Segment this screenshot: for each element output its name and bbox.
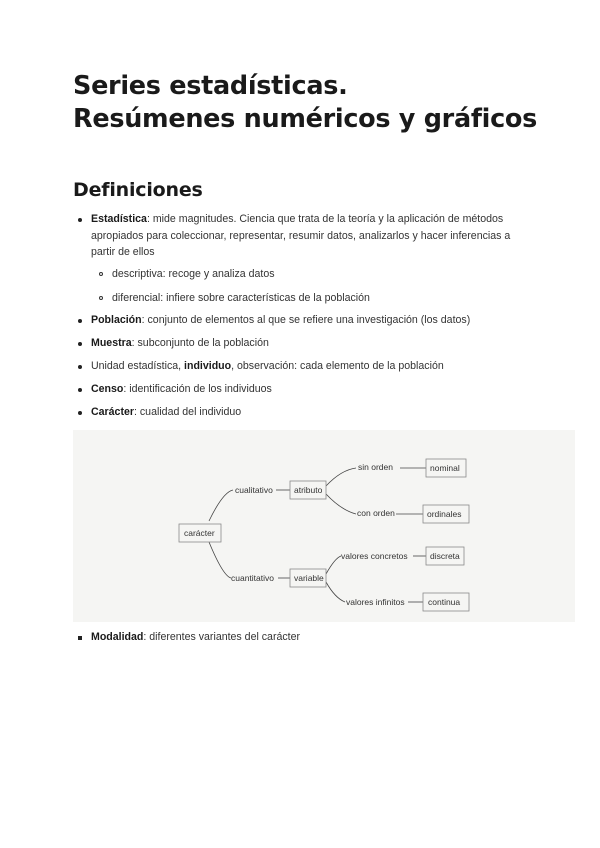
list-item-censo: [91, 381, 511, 398]
connector-line: [326, 468, 356, 486]
list-item-poblacion: [91, 312, 511, 329]
edge-cualitativo: cualitativo: [235, 485, 273, 495]
connector-line: [209, 490, 233, 521]
definition-text: : conjunto de elementos al que se refiere una investigación (los datos): [141, 314, 471, 326]
title-line-2: Resúmenes numéricos y gráficos: [73, 104, 537, 134]
title-line-1: Series estadísticas.: [73, 71, 348, 101]
connector-line: [326, 494, 356, 514]
edge-cuantitativo: cuantitativo: [231, 573, 274, 583]
edge-con-orden: con orden: [357, 508, 395, 518]
list-item-caracter: [91, 404, 511, 421]
node-discreta: discreta: [430, 551, 460, 561]
sub-item-descriptiva: descriptiva: recoge y analiza datos: [112, 268, 275, 280]
prefix-text: Unidad estadística,: [91, 360, 185, 372]
bullet-icon: [78, 388, 82, 392]
node-caracter: carácter: [184, 528, 215, 538]
edge-sin-orden: sin orden: [358, 462, 393, 472]
page-title: [73, 70, 573, 136]
term: Población: [91, 314, 142, 326]
sub-item-diferencial: diferencial: infiere sobre características de la población: [112, 292, 370, 304]
edge-valores-infinitos: valores infinitos: [346, 597, 405, 607]
square-bullet-icon: [78, 636, 82, 640]
sub-bullet-icon: [99, 272, 103, 276]
node-variable: variable: [294, 573, 324, 583]
definition-text: : cualidad del individuo: [134, 406, 242, 418]
bullet-icon: [78, 342, 82, 346]
definition-text: : mide magnitudes. Ciencia que trata de la teoría y la aplicación de métodos apropiados para coleccionar, representar, resumir datos, analizarlos y hacer inferencias a partir de ellos: [91, 213, 511, 258]
edge-valores-concretos: valores concretos: [341, 551, 408, 561]
connector-line: [326, 582, 345, 602]
node-continua: continua: [428, 597, 461, 607]
list-item-muestra: [91, 335, 511, 352]
term: Censo: [91, 383, 124, 395]
diagram-svg: [73, 430, 575, 622]
definition-text: : identificación de los individuos: [123, 383, 272, 395]
section-heading: Definiciones: [73, 179, 203, 201]
term: individuo: [184, 360, 232, 372]
term: Modalidad: [91, 631, 144, 643]
term: Carácter: [91, 406, 134, 418]
connector-line: [209, 542, 231, 578]
sub-bullet-icon: [99, 296, 103, 300]
list-item-modalidad: [91, 629, 511, 646]
list-item-individuo: [91, 358, 511, 375]
bullet-icon: [78, 218, 82, 222]
bullet-icon: [78, 319, 82, 323]
bullet-icon: [78, 365, 82, 369]
node-atributo: atributo: [294, 485, 323, 495]
definition-text: , observación: cada elemento de la población: [231, 360, 444, 372]
node-ordinales: ordinales: [427, 509, 462, 519]
node-nominal: nominal: [430, 463, 460, 473]
definition-text: : subconjunto de la población: [131, 337, 269, 349]
bullet-icon: [78, 411, 82, 415]
term: Estadística: [91, 213, 147, 225]
list-item-estadistica: [91, 211, 511, 261]
connector-line: [326, 556, 341, 574]
term: Muestra: [91, 337, 132, 349]
caracter-diagram: [73, 430, 575, 622]
definition-text: : diferentes variantes del carácter: [143, 631, 301, 643]
